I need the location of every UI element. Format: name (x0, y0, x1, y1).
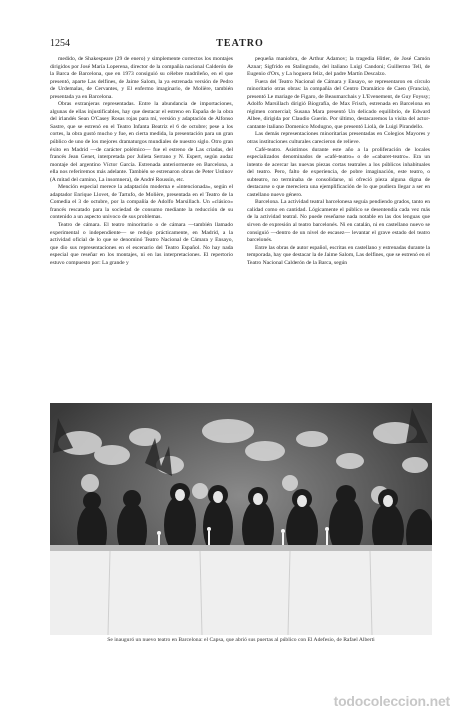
paragraph: Teatro de cámara. El teatro minoritario o de cámara —también llamado experimental o independiente— se redujo prácticamente, en Madrid, a la actividad oficial de lo que se denominó Teatro Nacional de Cámara y Ensayo, que dio sus representaciones en el escenario del Teatro Español. No hay nada especial que reseñar en los montajes, ni en las interpretaciones. El repertorio estuvo compuesto por: La grande y (50, 222, 233, 266)
paragraph: pequeña maniobra, de Arthur Adamov; la tragedia Hitler, de José Camón Aznar; Sigfrido en Stalingrado, del italiano Luigi Candoni; Guillermo Tell, de Eugenio d'Ors, y La hoguera feliz, del padre Martín Descalzo. (247, 56, 430, 78)
paragraph: Fuera del Teatro Nacional de Cámara y Ensayo, se representaron en círculo minoritario otras obras: la compañía del Centro Dramático de Caen (Francia), presentó Le mariage de Figaro, de Beaumarchais y L'Evenement, de Guy Foyssy; Adolfo Marsillach dirigió Biografía, de Max Frisch, estrenada en Barcelona en régimen comercial; Susana Mara presentó Un delicado equilibrio, de Edward Albee, dirigida por Claudio Guerin. Por último, destacaremos la visita del actor-cantante italiano Domenico Modugno, que presentó Liolà, de Luigi Pirandello. (247, 78, 430, 130)
paragraph: medido, de Shakespeare (29 de enero) y simplemente correctos los montajes dirigidos por José María Loperena, director de la compañía nacional Calderón de la Barca de Barcelona, que en 1973 consiguió su célebre madrileño, en el que presentó, aparte Las delfines, de Jaime Salom, la ya estrenada versión de Pedro de Urdemalas, de Cervantes, y El enfermo imaginario, de Molière, también presentada ya en Barcelona. (50, 56, 233, 100)
paragraph: Entre las obras de autor español, escritas en castellano y estrenadas durante la temporada, hay que destacar la de Jaime Salom, Las delfines, que se estrenó en el Teatro Nacional Calderón de la Barca, según (247, 244, 430, 266)
text-column-right (247, 56, 430, 394)
paragraph: Las demás representaciones minoritarias presentadas en Colegios Mayores y otras instituciones culturales carecieron de relieve. (247, 131, 430, 146)
running-head: TEATRO (216, 38, 264, 49)
page-number: 1254 (50, 38, 70, 49)
text-column-left (50, 56, 233, 394)
watermark-logo (280, 692, 450, 710)
watermark-text: todocoleccion.net (333, 693, 450, 709)
paragraph: Obras extranjeras representadas. Entre la abundancia de importaciones, algunas de ellas injustificables, hay que destacar el estreno en España de la obra del irlandés Sean O'Casey Rosas rojas para mí, versión y adaptación de Alfonso Sastre, que se estrenó en el Teatro Infanta Beatriz el 6 de octubre; pese a los cortes, la obra gustó mucho y fue, en cierta medida, la presentación para un gran público de uno de los mejores dramaturgos mundiales de nuestro siglo. Otro gran éxito en Madrid —de carácter polémico— fue el estreno de Las criadas, del francés Jean Genet, interpretada por Julieta Serrano y N. Espert, según audaz montaje del argentino Víctor García. Estrenada anteriormente en Barcelona, a ella nos referiremos más adelante. También se estrenaron obras de Peter Ustinov (A mitad del camino, La insomnera), de André Roussin, etc. (50, 101, 233, 183)
theatre-stage-photo (50, 403, 432, 635)
photo-caption: Se inauguró un nuevo teatro en Barcelona: el Capsa, que abrió sus puertas al público con El Adefesio, de Rafael Alberti (107, 637, 375, 643)
paragraph: Barcelona. La actividad teatral barcelonesa seguía pendiendo grados, tanto en calidad como en cantidad. Lógicamente el público se desentendía cada vez más de la actividad teatral. No puede reseñarse nada notable en las dos lenguas que sirven de expresión al teatro barcelonés. Ni en catalán, ni en castellano nuevo se consiguió —dentro de un nivel de escasez— levantar el grave estado del teatro barcelonés. (247, 199, 430, 244)
paragraph: Café-teatro. Asistimos durante este año a la proliferación de locales especializados denominados de «café-teatro» o de «cabaret-teatro». Era un intento de acercar las nuevas piezas cortas teatrales a los públicos inhabituales del teatro. Pero, falto de experiencia, de pobre imaginación, este teatro, o subteatro, no terminaba de consolidarse, ni ofreció pieza alguna digna de destacarse o que mereciera una ejemplificación de lo que pudiera llegar a ser en castellano nuevo género. (247, 146, 430, 198)
paragraph: Mención especial merece la adaptación moderna e «intencionada», según el adaptador Enrique Llovet, de Tartufo, de Molière, presentada en el Teatro de la Comedia el 3 de octubre, por la compañía de Adolfo Marsillach. Un «clásico» francés rescatado para la sociedad de consumo mediante la reducción de su contenido a un aspecto univoco de sus problemas. (50, 184, 233, 221)
page-header (50, 38, 430, 52)
